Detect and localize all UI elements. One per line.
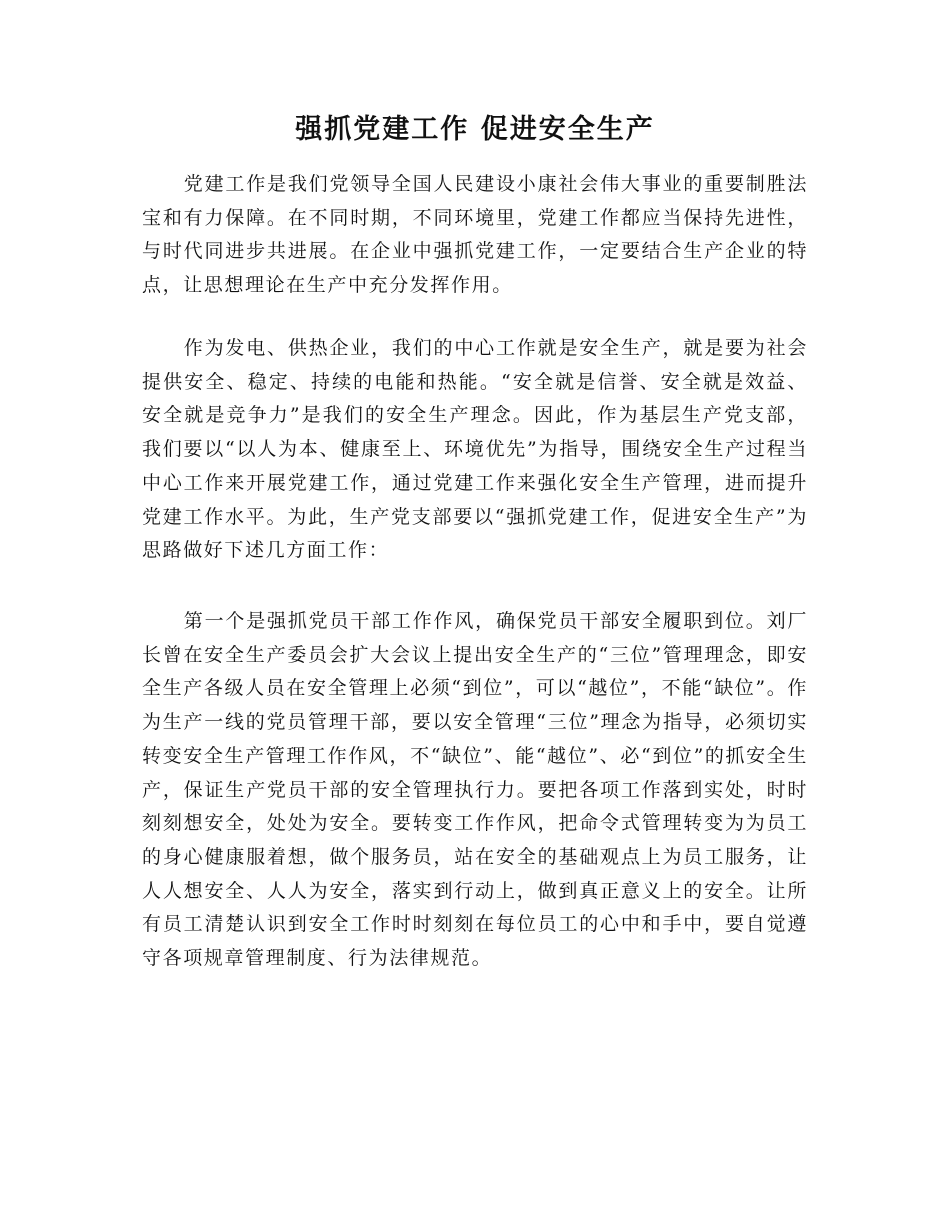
paragraph-intro: 党建工作是我们党领导全国人民建设小康社会伟大事业的重要制胜法宝和有力保障。在不同时期，不同环境里，党建工作都应当保持先进性，与时代同进步共进展。在企业中强抓党建工作，一定要结合生产企业的特点，让思想理论在生产中充分发挥作用。 [142, 173, 808, 297]
paragraph-cadre-work-style: 第一个是强抓党员干部工作作风，确保党员干部安全履职到位。刘厂长曾在安全生产委员会扩大会议上提出安全生产的“三位”管理理念，即安全生产各级人员在安全管理上必须“到位”，可以“越位”，不能“缺位”。作为生产一线的党员管理干部，要以安全管理“三位”理念为指导，必须切实转变安全生产管理工作作风，不“缺位”、能“越位”、必“到位”的抓安全生产，保证生产党员干部的安全管理执行力。要把各项工作落到实处，时时刻刻想安全，处处为安全。要转变工作作风，把命令式管理转变为为员工的身心健康服着想，做个服务员，站在安全的基础观点上为员工服务，让人人想安全、人人为安全，落实到行动上，做到真正意义上的安全。让所有员工清楚认识到安全工作时时刻刻在每位员工的心中和手中，要自觉遵守各项规章管理制度、行为法律规范。 [142, 610, 808, 970]
paragraph-safety-production: 作为发电、供热企业，我们的中心工作就是安全生产，就是要为社会提供安全、稳定、持续的电能和热能。“安全就是信誉、安全就是效益、安全就是竞争力”是我们的安全生产理念。因此，作为基层生产党支部，我们要以“以人为本、健康至上、环境优先”为指导，围绕安全生产过程当中心工作来开展党建工作，通过党建工作来强化安全生产管理，进而提升党建工作水平。为此，生产党支部要以“强抓党建工作，促进安全生产”为思路做好下述几方面工作： [142, 337, 808, 562]
document-title: 强抓党建工作 促进安全生产 [295, 114, 655, 145]
